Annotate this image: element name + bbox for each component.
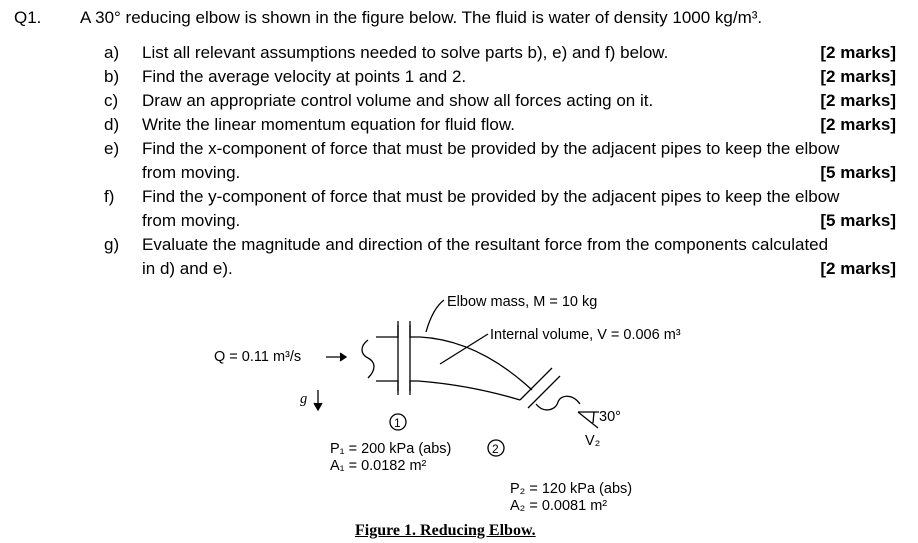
part-marks: [5 marks]	[820, 211, 896, 230]
gravity-arrow-head	[314, 403, 322, 410]
part-label: f)	[104, 187, 115, 206]
part-label: b)	[104, 67, 120, 86]
part-marks: [2 marks]	[820, 43, 896, 62]
point-1-label: 1	[394, 416, 401, 430]
part-text: List all relevant assumptions needed to solve parts b), e) and f) below.	[142, 43, 669, 62]
p1-label: P₁ = 200 kPa (abs)	[330, 441, 452, 457]
part-text: Write the linear momentum equation for fluid flow.	[142, 115, 515, 134]
question-intro: A 30° reducing elbow is shown in the figure below. The fluid is water of density 1000 kg/m³.	[80, 8, 763, 27]
elbow-mass-leader	[426, 300, 444, 332]
part-text: Draw an appropriate control volume and show all forces acting on it.	[142, 91, 654, 110]
elbow-mass-label: Elbow mass, M = 10 kg	[447, 294, 598, 310]
part-label: d)	[104, 115, 120, 134]
a2-label: A₂ = 0.0081 m²	[510, 498, 608, 514]
part-marks: [2 marks]	[820, 115, 896, 134]
gravity-label: g	[300, 391, 308, 407]
v2-direction-line	[578, 412, 598, 428]
internal-volume-label: Internal volume, V = 0.006 m³	[490, 327, 681, 343]
part-marks: [2 marks]	[820, 259, 896, 278]
flange-2b	[528, 376, 560, 408]
part-continuation: in d) and e).	[142, 259, 233, 278]
part-text: Find the average velocity at points 1 and 2.	[142, 67, 467, 86]
part-text: Evaluate the magnitude and direction of the resultant force from the components calculated	[142, 235, 829, 254]
part-text: Find the y-component of force that must be provided by the adjacent pipes to keep the elbow	[142, 187, 840, 206]
a1-label: A₁ = 0.0182 m²	[330, 458, 427, 474]
angle-tick	[593, 412, 594, 423]
question-number: Q1.	[14, 8, 42, 27]
v2-label: V₂	[585, 433, 601, 449]
p2-label: P₂ = 120 kPa (abs)	[510, 481, 633, 497]
part-label: g)	[104, 235, 120, 254]
part-label: a)	[104, 43, 120, 62]
part-marks: [5 marks]	[820, 163, 896, 182]
part-label: c)	[104, 91, 119, 110]
part-marks: [2 marks]	[820, 67, 896, 86]
part-label: e)	[104, 139, 120, 158]
point-2-label: 2	[492, 442, 499, 456]
figure-caption: Figure 1. Reducing Elbow.	[355, 522, 536, 539]
volume-leader	[440, 334, 488, 364]
flow-rate-label: Q = 0.11 m³/s	[214, 349, 302, 365]
part-continuation: from moving.	[142, 163, 241, 182]
outlet-break-symbol	[536, 396, 580, 410]
part-text: Find the x-component of force that must be provided by the adjacent pipes to keep the elbow	[142, 139, 840, 158]
angle-label: 30°	[599, 409, 621, 425]
part-marks: [2 marks]	[820, 91, 896, 110]
flow-arrow-head	[340, 353, 346, 361]
inlet-break-symbol	[362, 340, 374, 378]
part-continuation: from moving.	[142, 211, 241, 230]
